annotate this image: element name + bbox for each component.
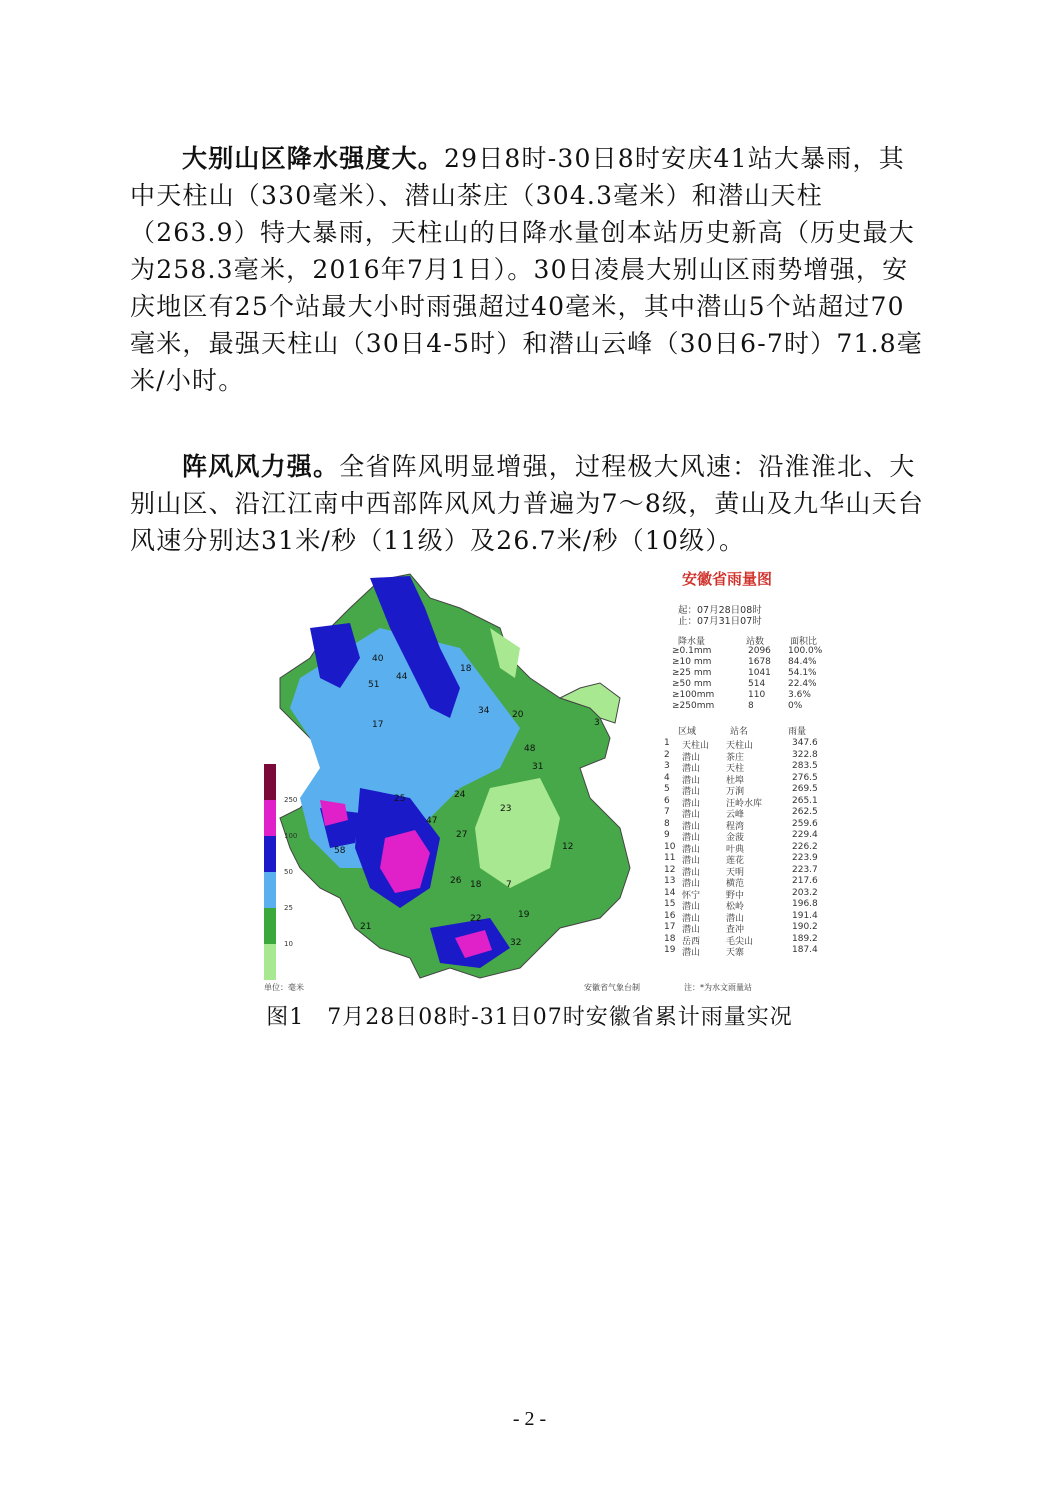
map-label: 51: [368, 680, 380, 690]
rank-row: 1 天柱山 天柱山 347.6: [664, 738, 818, 751]
paragraph-gusts: [130, 448, 930, 559]
map-label: 58: [334, 846, 346, 856]
map-label: 48: [524, 744, 536, 754]
scale-label: 100: [284, 832, 298, 840]
map-label: 17: [372, 720, 384, 730]
map-label: 3: [594, 718, 600, 728]
rank-row: 11 潜山 莲花 223.9: [664, 853, 818, 866]
rank-header: 区域 站名 雨量: [678, 727, 807, 737]
paragraph-body: 全省阵风明显增强，过程极大风速：沿淮淮北、大别山区、沿江江南中西部阵风风力普遍为7～8级，黄山及九华山天台风速分别达31米/秒（11级）及26.7米/秒（10级）。: [130, 452, 925, 555]
rainfall-map: [260, 568, 660, 996]
map-label: 32: [510, 938, 522, 948]
stats-header: 降水量 站数 面积比: [678, 637, 818, 647]
map-label: 25: [394, 794, 406, 804]
map-label: 23: [500, 804, 512, 814]
rank-row: 2 潜山 茶庄 322.8: [664, 749, 818, 763]
figure-title: 安徽省雨量图: [682, 570, 773, 588]
rank-row: 5 潜山 万涧 269.5: [664, 784, 818, 797]
rank-row: 6 潜山 汪岭水库 265.1: [664, 795, 818, 809]
time-end: 止：07月31日07时: [678, 616, 762, 627]
rank-row: 4 潜山 杜埠 276.5: [664, 772, 818, 786]
page-number: - 2 -: [512, 1408, 547, 1430]
scale-label: 50: [284, 868, 293, 876]
color-scale-bar: [264, 764, 276, 980]
map-label: 31: [532, 762, 544, 772]
paragraph-lead: 大别山区降水强度大。: [182, 144, 445, 173]
map-label: 24: [454, 790, 466, 800]
rank-row: 10 潜山 叶典 226.2: [664, 841, 818, 855]
rank-row: 19 潜山 天寨 187.4: [664, 945, 818, 958]
map-label: 12: [562, 842, 574, 852]
rank-row: 7 潜山 云峰 262.5: [664, 807, 818, 820]
stats-row: ≥250mm 8 0%: [672, 701, 803, 711]
map-label: 34: [478, 706, 490, 716]
rank-row: 13 潜山 横范 217.6: [664, 876, 818, 889]
rank-row: 16 潜山 潜山 191.4: [664, 910, 818, 924]
stats-row: ≥50 mm 514 22.4%: [672, 679, 817, 689]
unit-label: 单位：毫米: [264, 983, 304, 992]
map-label: 44: [396, 672, 408, 682]
map-label: 21: [360, 922, 372, 932]
paragraph-heavy-rain: [130, 140, 930, 399]
scale-label: 10: [284, 940, 293, 948]
time-start: 起：07月28日08时: [678, 605, 762, 616]
rank-row: 8 潜山 程湾 259.6: [664, 818, 818, 832]
scale-label: 250: [284, 796, 298, 804]
map-label: 19: [518, 910, 530, 920]
stats-row: ≥100mm 110 3.6%: [672, 690, 811, 700]
map-label: 26: [450, 876, 462, 886]
map-label: 18: [470, 880, 482, 890]
stats-row: ≥10 mm 1678 84.4%: [672, 657, 817, 667]
rainfall-map-figure: [260, 568, 823, 996]
note-label: 注：*为水文雨量站: [684, 983, 752, 992]
map-label: 7: [506, 880, 512, 890]
figure-caption: 图1 7月28日08时-31日07时安徽省累计雨量实况: [266, 1005, 793, 1030]
map-label: 18: [460, 664, 472, 674]
map-label: 40: [372, 654, 384, 664]
stats-row: ≥25 mm 1041 54.1%: [672, 668, 817, 678]
map-label: 47: [426, 816, 438, 826]
map-label: 20: [512, 710, 524, 720]
rank-row: 14 怀宁 野中 203.2: [664, 887, 818, 901]
paragraph-body: 29日8时-30日8时安庆41站大暴雨，其中天柱山（330毫米）、潜山茶庄（304.3毫米）和潜山天柱（263.9）特大暴雨，天柱山的日降水量创本站历史新高（历史最大为258.3毫米，2016年7月1日）。30日凌晨大别山区雨势增强，安庆地区有25个站最大小时雨强超过40毫米，其中潜山5个站超过70毫米，最强天柱山（30日4-5时）和潜山云峰（30日6-7时）71.8毫米/小时。: [130, 144, 924, 395]
rank-row: 18 岳西 毛尖山 189.2: [664, 933, 818, 947]
rank-row: 17 潜山 査冲 190.2: [664, 922, 818, 935]
map-label: 22: [470, 914, 482, 924]
rank-row: 15 潜山 松岭 196.8: [664, 899, 818, 912]
stats-row: ≥0.1mm 2096 100.0%: [672, 646, 823, 656]
scale-label: 25: [284, 904, 293, 912]
rank-row: 3 潜山 天柱 283.5: [664, 761, 818, 774]
map-label: 27: [456, 830, 468, 840]
rank-row: 9 潜山 金菠 229.4: [664, 830, 818, 843]
credit-label: 安徽省气象台制: [584, 983, 640, 992]
rank-row: 12 潜山 天明 223.7: [664, 864, 818, 878]
paragraph-lead: 阵风风力强。: [182, 452, 340, 481]
